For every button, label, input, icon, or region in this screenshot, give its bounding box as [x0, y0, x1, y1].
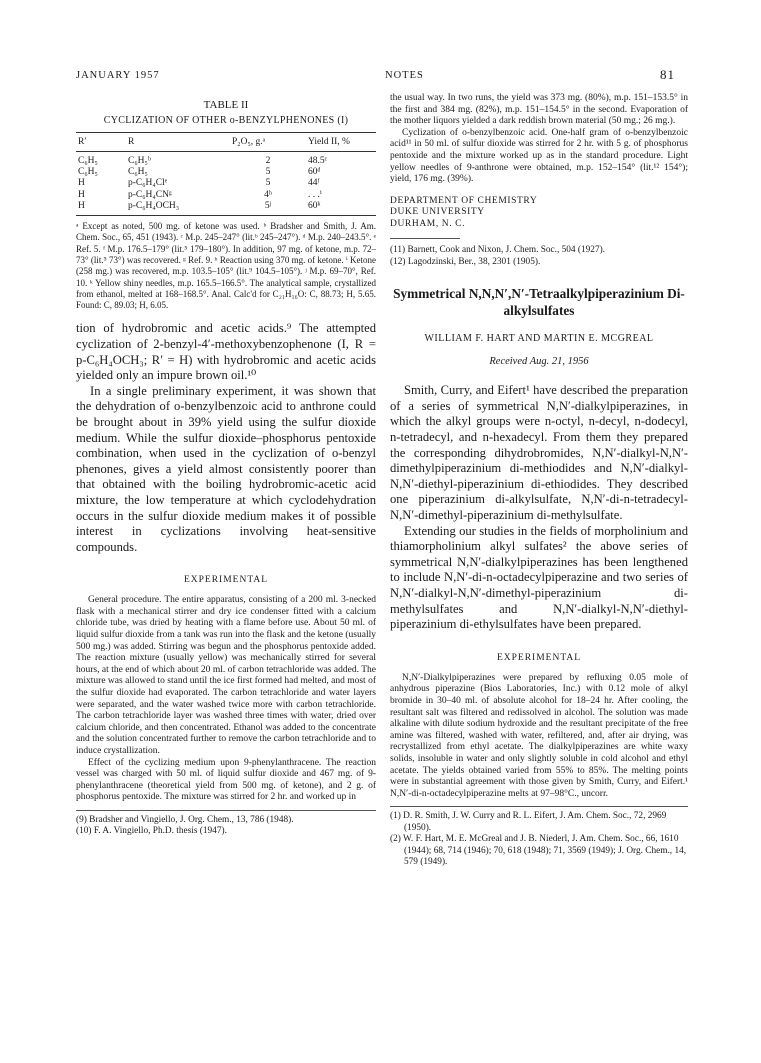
affiliation-line: DURHAM, N. C. [390, 218, 466, 229]
table-row [76, 178, 376, 189]
paragraph: In a single preliminary experiment, it was shown that the dehydration of o-benzylbenzoic acid to anthrone could be brought about in 39% yield using the sulfur dioxide medium. While the sulfur dioxide–phosphorus pentoxide combination, when used in the cyclization of o-benzyl phenones, gives a yield almost consistently poorer than that obtained with the boiling hydrobromic-acetic acid mixture, the low temperature at which cyclodehydration occurs in the sulfur dioxide medium makes it of possible interest in cyclizations involving heat-sensitive compounds. [76, 383, 376, 554]
table-cell: p-C₆H₄CNᵍ [128, 189, 172, 200]
footnote-references [76, 810, 376, 838]
data-table [76, 132, 376, 216]
continued-text [390, 93, 688, 186]
left-column [76, 93, 376, 838]
section-heading-experimental: EXPERIMENTAL [496, 652, 582, 663]
paragraph: N,N′-Dialkylpiperazines were prepared by refluxing 0.05 mole of anhydrous piperazine (Bios Laboratories, Inc.) with 0.12 mole of alkyl bromide in 30–40 ml. of absolute alcohol for 18–24 hr. After cooling, the resultant salt was filtered and redissolved in alcohol. The solution was made alkaline with dilute sodium hydroxide and the resultant precipitate of the free amine was filtered, washed with water, refiltered, and, after air drying, was recrystallized from ethyl acetate. The dialkylpiperazines are white waxy solids, insoluble in water and only slightly soluble in cold alcohol and ethyl acetate. The yields obtained varied from 55% to 85%. The melting points were in substantial agreement with those given by Smith, Curry, and Eifert.¹ N,N′-di-n-octadecylpiperazine melts at 97–98°C., uncorr. [390, 672, 688, 799]
table-row [76, 152, 376, 168]
footnote-references [390, 245, 688, 268]
table-header-cell: R [126, 133, 230, 152]
paragraph: Smith, Curry, and Eifert¹ have described the preparation of a series of symmetrical N,N′-dialkylpiperazines, in which the alkyl groups were n-octyl, n-decyl, n-dodecyl, n-tetradecyl, and n-hexadecyl. From them they prepared the corresponding dihydrobromides, N,N′-dialkyl-N,N′-dimethylpiperazinium di-methiodides and N,N′-dialkyl-N,N′-diethyl-piperazinium di-ethiodides. They described one piperazinium di-alkylsulfate, N,N′-di-n-tetradecyl-N,N′-dimethyl-piperazinium di-methylsulfate. [390, 383, 688, 522]
affiliation-line: DEPARTMENT OF CHEMISTRY [390, 195, 538, 206]
table-cell: p-C₆H₄OCH₃ [126, 201, 230, 216]
table-cell: 4ʰ [264, 189, 272, 200]
paragraph: Extending our studies in the fields of morpholinium and thiamorpholinium alkyl sulfates² the above series of symmetrical N,N′-dialkylpiperazines has been lengthened to include N,N′-di-n-octadecylpiperazine and two series of N,N′-dialkyl-N,N′-dimethyl-piperazinium di-methylsulfates and N,N′-dialkyl-N,N′-diethyl-piperazinium di-ethylsulfates have been prepared. [390, 523, 688, 632]
table-cell: 2 [265, 156, 271, 166]
paragraph: General procedure. The entire apparatus, consisting of a 200 ml. 3-necked flask with a mechanical stirrer and dry ice condenser fitted with a calcium chloride tube, was dried by heating with a flame before use. About 50 ml. of liquid sulfur dioxide from a tank was run into the flask and the ketone (usually 500 mg.) was added. Stirring was begun and the phosphorus pentoxide added. The reaction mixture (usually yellow) was mechanically stirred for several hours, at the end of which about 20 ml. of carbon tetrachloride was added. The mixture was allowed to stand until the ice first formed had melted, and most of the sulfur dioxide had evaporated. The carbon tetrachloride and water layers were separated, and the water washed twice more with carbon tetrachloride. The carbon tetrachloride layer was washed three times with water, dried over calcium chloride, and then concentrated. Ethanol was added to the concentrate and the solution concentrated further to remove the carbon tetrachloride and to induce crystallization. [76, 595, 376, 757]
reference-item: (11) Barnett, Cook and Nixon, J. Chem. Soc., 504 (1927). [390, 245, 606, 256]
paragraph: the usual way. In two runs, the yield was 373 mg. (80%), m.p. 151–153.5° in the first and 384 mg. (82%), m.p. 151–154.5° in the second. Evaporation of the mother liquors yielded a dark reddish brown material (50 mg.; 26 mg.). [390, 93, 688, 127]
table-row [76, 167, 376, 178]
received-date: Received Aug. 21, 1956 [489, 356, 589, 368]
table-cell: C₆H₅ [78, 156, 98, 166]
section-heading-experimental: EXPERIMENTAL [183, 575, 269, 586]
reference-item: (2) W. F. Hart, M. E. McGreal and J. B. Niederl, J. Am. Chem. Soc., 66, 1610 (1944); 68, 714 (1946); 70, 618 (1948); 71, 3569 (1949); J. Org. Chem., 14, 579 (1949). [390, 834, 687, 868]
table-cell: C₆H₅ [78, 167, 98, 178]
experimental-text [390, 673, 688, 801]
table-header-cell: R′ [76, 133, 126, 152]
table-cell: H [76, 201, 126, 216]
running-header-date: JANUARY 1957 [76, 70, 160, 81]
paragraph: Cyclization of o-benzylbenzoic acid. One-half gram of o-benzylbenzoic acid¹¹ in 50 ml. of sulfur dioxide was stirred for 2 hr. with 5 g. of phosphorus pentoxide and the mixture worked up as in the standard procedure. Light yellow needles of 9-anthrone were obtained, m.p. 152–154° (lit.¹² 154°); yield, 176 mg. (39%). [390, 127, 688, 185]
table-cell: H [78, 189, 85, 200]
table-row [76, 190, 376, 201]
article-title: Symmetrical N,N,N′,N′-Tetraalkylpiperazinium Di-alkylsulfates [393, 286, 685, 318]
table-cell: C₆H₅ᵇ [128, 156, 151, 166]
article-body [390, 383, 688, 633]
reference-item: (12) Lagodzinski, Ber., 38, 2301 (1905). [390, 256, 541, 267]
paragraph: tion of hydrobromic and acetic acids.⁹ The attempted cyclization of 2-benzyl-4′-methoxybenzophenone (I, R = p-C₆H₄OCH₃; R′ = H) with hydrobromic and acetic acids yielded only an impure brown oil.¹⁰ [76, 321, 376, 383]
left-body-text [76, 321, 376, 555]
experimental-text [76, 595, 376, 804]
table-header-row [76, 133, 376, 152]
table-cell: 44ᶠ [308, 178, 320, 189]
footnote-references [390, 806, 688, 869]
reference-item: (10) F. A. Vingiello, Ph.D. thesis (1947). [76, 826, 227, 837]
article-authors: WILLIAM F. HART AND MARTIN E. MCGREAL [424, 333, 654, 345]
right-column [390, 93, 688, 869]
table-title: TABLE II [203, 99, 249, 111]
affiliation-line: DUKE UNIVERSITY [390, 207, 485, 218]
table-cell: H [78, 178, 85, 189]
running-header-section: NOTES [385, 70, 424, 81]
paragraph: Effect of the cyclizing medium upon 9-phenylanthracene. The reaction vessel was charged with 50 ml. of liquid sulfur dioxide and 467 mg. of 9-phenylanthracene (theoretical yield from 500 mg. of ketone), and 2 g. of phosphorus pentoxide. The mixture was stirred for 2 hr. and worked up in [76, 757, 376, 803]
reference-item: (1) D. R. Smith, J. W. Curry and R. L. Eifert, J. Am. Chem. Soc., 72, 2969 (1950). [390, 811, 667, 833]
divider [390, 238, 460, 239]
table-cell: 60ᵏ [306, 201, 376, 216]
reference-item: (9) Bradsher and Vingiello, J. Org. Chem., 13, 786 (1948). [76, 814, 294, 825]
table-cell: . . .ⁱ [308, 189, 322, 200]
table-caption: CYCLIZATION OF OTHER o-BENZYLPHENONES (I) [103, 115, 349, 126]
table-cell: 60ᵈ [308, 167, 321, 178]
table-cell: 5 [265, 178, 271, 189]
table-cell: 48.5ᶜ [308, 156, 328, 166]
table-cell: 5ʲ [230, 201, 306, 216]
table-header-cell: Yield II, % [306, 133, 376, 152]
table-header-cell: P₂O₅, g.ᵃ [230, 133, 306, 152]
table-cell: C₆H₅ [128, 167, 148, 178]
table-footnotes: ᵃ Except as noted, 500 mg. of ketone was used. ᵇ Bradsher and Smith, J. Am. Chem. Soc., 65, 451 (1943). ᶜ M.p. 245–247° (lit.ᵇ 245–247°). ᵈ M.p. 240–243.5°. ᵉ Ref. 5. ᶠ M.p. 176.5–179° (lit.⁵ 179–180°). In addition, 97 mg. of ketone, m.p. 72–73° (lit.⁵ 73°) was recovered. ᵍ Ref. 9. ʰ Reaction using 370 mg. of ketone. ⁱ Ketone (258 mg.) was recovered, m.p. 103.5–105° (lit.⁹ 104.5–105°). ʲ M.p. 69–70°, Ref. 10. ᵏ Yellow shiny needles, m.p. 165.5–166.5°. The analytical sample, crystallized from ethanol, melted at 168–168.5°. Anal. Calc'd for C₂₁H₁₆O: C, 88.73; H, 5.65. Found: C, 89.03; H, 6.05. [76, 221, 376, 311]
table-cell: p-C₆H₄Clᵉ [128, 178, 168, 189]
page-number: 81 [660, 67, 675, 82]
table-cell: 5 [265, 167, 271, 178]
table-row [76, 201, 376, 216]
affiliation [390, 196, 688, 231]
